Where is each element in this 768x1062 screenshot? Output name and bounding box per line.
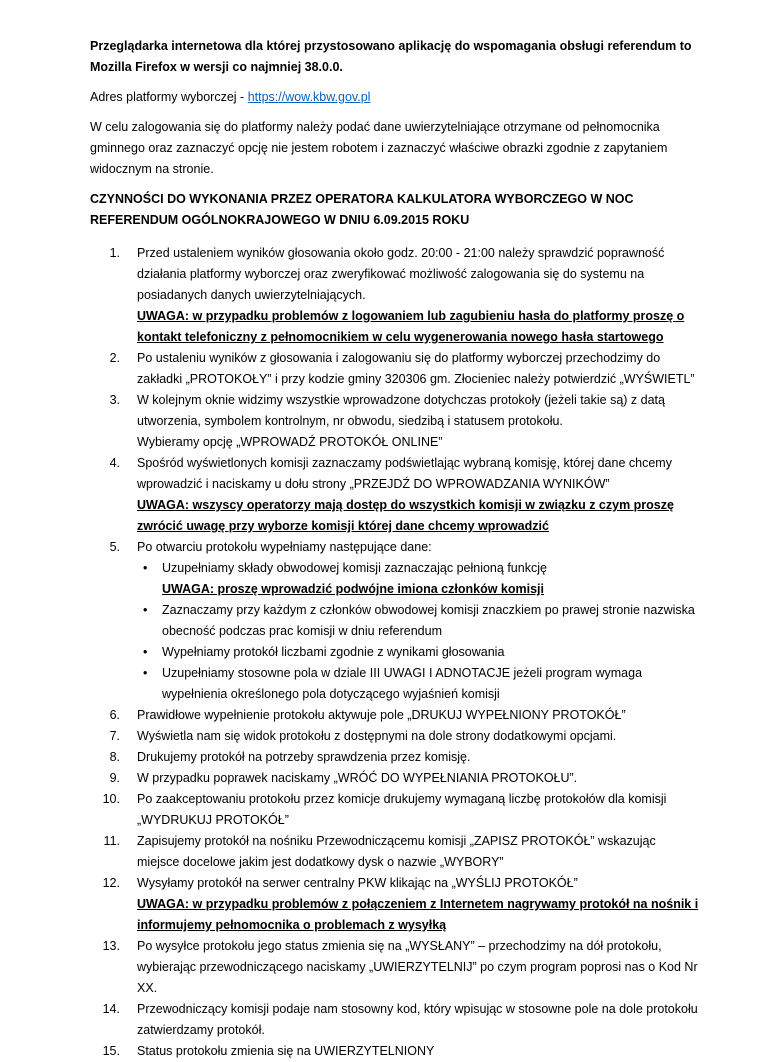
warning-note: UWAGA: w przypadku problemów z połączeniem z Internetem nagrywamy protokół na nośnik i informujemy pełnomocnika o problemach z wysyłką xyxy=(137,897,699,932)
warning-note: UWAGA: w przypadku problemów z logowaniem lub zagubieniu hasła do platformy proszę o kontakt telefoniczny z pełnomocnikiem w celu wygenerowania nowego hasła startowego xyxy=(137,309,685,344)
step-text: Po otwarciu protokołu wypełniamy następujące dane: xyxy=(137,540,432,554)
step-text: W kolejnym oknie widzimy wszystkie wprowadzone dotychczas protokoły (jeżeli takie są) z datą utworzenia, symbolem kontrolnym, nr obwodu, siedzibą i statusem protokołu. xyxy=(137,393,665,428)
bullet-item xyxy=(137,642,700,663)
warning-note: UWAGA: proszę wprowadzić podwójne imiona członków komisji xyxy=(162,582,544,596)
step-number: 11. xyxy=(103,834,120,848)
list-item xyxy=(90,999,700,1041)
step-number: 13. xyxy=(102,939,120,953)
list-item xyxy=(90,789,700,831)
step-text: Wysyłamy protokół na serwer centralny PKW klikając na „WYŚLIJ PROTOKÓŁ” xyxy=(137,876,578,890)
bullet-text: Uzupełniamy stosowne pola w dziale III UWAGI I ADNOTACJE jeżeli program wymaga wypełnienia określonego pola dotyczącego wyjaśnień komisji xyxy=(162,666,643,701)
list-item xyxy=(90,936,700,999)
step-number: 7. xyxy=(109,729,120,743)
list-item xyxy=(90,768,700,789)
bullet-icon: • xyxy=(143,645,148,659)
step-number: 1. xyxy=(109,246,120,260)
step-text: Status protokołu zmienia się na UWIERZYTELNIONY xyxy=(137,1044,435,1058)
list-item xyxy=(90,243,700,348)
step-extra: Wybieramy opcję „WPROWADŹ PROTOKÓŁ ONLINE” xyxy=(137,435,443,449)
warning-note: UWAGA: wszyscy operatorzy mają dostęp do wszystkich komisji w związku z czym proszę zwrócić uwagę przy wyborze komisji której dane chcemy wprowadzić xyxy=(137,498,674,533)
step-number: 2. xyxy=(109,351,120,365)
bullet-text: Zaznaczamy przy każdym z członków obwodowej komisji znaczkiem po prawej stronie nazwiska obecność podczas prac komisji w dniu referendum xyxy=(162,603,695,638)
bullet-item xyxy=(137,663,700,705)
step-text: Spośród wyświetlonych komisji zaznaczamy podświetlając wybraną komisję, której dane chcemy wprowadzić i naciskamy u dołu strony „PRZEJDŹ DO WPROWADZANIA WYNIKÓW” xyxy=(137,456,672,491)
login-note: W celu zalogowania się do platformy należy podać dane uwierzytelniające otrzymane od pełnomocnika gminnego oraz zaznaczyć opcję nie jestem robotem i zaznaczyć właściwe obrazki zgodnie z zapytaniem widocznym na stronie. xyxy=(90,120,668,176)
bullet-icon: • xyxy=(143,561,148,575)
bullet-item xyxy=(137,600,700,642)
bullet-text: Uzupełniamy składy obwodowej komisji zaznaczając pełnioną funkcję xyxy=(162,561,547,575)
step-number: 14. xyxy=(102,1002,120,1016)
bullet-text: Wypełniamy protokół liczbami zgodnie z wynikami głosowania xyxy=(162,645,505,659)
step-number: 15. xyxy=(102,1044,120,1058)
list-item xyxy=(90,390,700,453)
step-text: Prawidłowe wypełnienie protokołu aktywuje pole „DRUKUJ WYPEŁNIONY PROTOKÓŁ” xyxy=(137,708,626,722)
list-item xyxy=(90,705,700,726)
step-text: W przypadku poprawek naciskamy „WRÓĆ DO WYPEŁNIANIA PROTOKOŁU”. xyxy=(137,771,578,785)
bullet-item xyxy=(137,558,700,600)
step-text: Przed ustaleniem wyników głosowania około godz. 20:00 - 21:00 należy sprawdzić poprawność działania platformy wyborczej oraz zweryfikować możliwość zalogowania się do systemu na posiadanych danych uwierzytelniających. xyxy=(137,246,665,302)
step-text: Po zaakceptowaniu protokołu przez komicje drukujemy wymaganą liczbę protokołów dla komisji „WYDRUKUJ PROTOKÓŁ” xyxy=(137,792,667,827)
section-title: CZYNNOŚCI DO WYKONANIA PRZEZ OPERATORA KALKULATORA WYBORCZEGO W NOC REFERENDUM OGÓLNOKRAJOWEGO W DNIU 6.09.2015 ROKU xyxy=(90,192,634,227)
list-item xyxy=(90,348,700,390)
browser-note: Przeglądarka internetowa dla której przystosowano aplikację do wspomagania obsługi referendum to Mozilla Firefox w wersji co najmniej 38.0.0. xyxy=(90,39,692,74)
bullet-icon: • xyxy=(143,603,148,617)
step-text: Wyświetla nam się widok protokołu z dostępnymi na dole strony dodatkowymi opcjami. xyxy=(137,729,617,743)
sub-bullet-list xyxy=(137,558,700,705)
platform-address xyxy=(90,87,700,108)
list-item xyxy=(90,831,700,873)
step-text: Po wysyłce protokołu jego status zmienia się na „WYSŁANY” – przechodzimy na dół protokołu, wybierając przewodniczącego naciskamy „UWIERZYTELNIJ” po czym program poprosi nas o Kod Nr XX. xyxy=(137,939,698,995)
list-item xyxy=(90,873,700,936)
step-text: Drukujemy protokół na potrzeby sprawdzenia przez komisję. xyxy=(137,750,471,764)
document-page xyxy=(90,36,700,1062)
list-item xyxy=(90,1041,700,1062)
list-item xyxy=(90,726,700,747)
list-item xyxy=(90,453,700,537)
step-text: Przewodniczący komisji podaje nam stosowny kod, który wpisując w stosowne pole na dole protokołu zatwierdzamy protokół. xyxy=(137,1002,698,1037)
list-item xyxy=(90,747,700,768)
step-number: 10. xyxy=(102,792,120,806)
step-number: 6. xyxy=(109,708,120,722)
step-number: 8. xyxy=(109,750,120,764)
step-number: 12. xyxy=(102,876,120,890)
step-number: 5. xyxy=(109,540,120,554)
list-item xyxy=(90,537,700,705)
platform-link[interactable]: https://wow.kbw.gov.pl xyxy=(247,90,371,104)
bullet-icon: • xyxy=(143,666,148,680)
step-text: Zapisujemy protokół na nośniku Przewodniczącemu komisji „ZAPISZ PROTOKÓŁ” wskazując miejsce docelowe jakim jest dodatkowy dysk o nazwie „WYBORY” xyxy=(137,834,656,869)
step-number: 4. xyxy=(109,456,120,470)
step-text: Po ustaleniu wyników z głosowania i zalogowaniu się do platformy wyborczej przechodzimy do zakładki „PROTOKOŁY” i przy kodzie gminy 320306 gm. Złocieniec należy potwierdzić „WYŚWIETL” xyxy=(137,351,695,386)
step-number: 3. xyxy=(109,393,120,407)
address-label: Adres platformy wyborczej - xyxy=(90,90,248,104)
steps-list xyxy=(90,243,700,1062)
step-number: 9. xyxy=(109,771,120,785)
